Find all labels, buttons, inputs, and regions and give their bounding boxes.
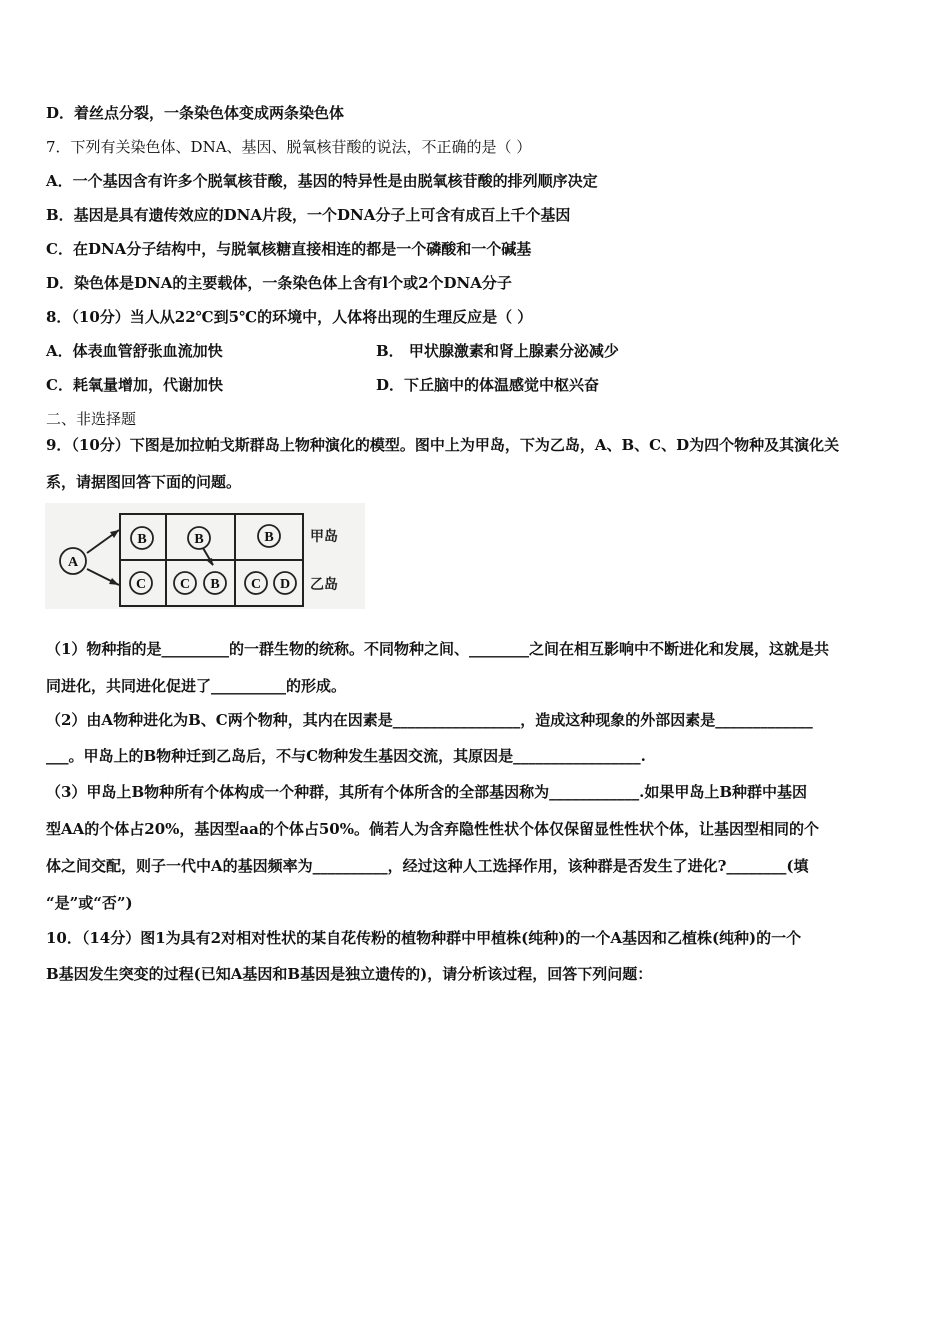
bottom-species-2-label: C (179, 577, 191, 592)
q9-part2-line2: ___。甲岛上的B物种迁到乙岛后，不与C物种发生基因交流，其原因是_________________. (46, 747, 646, 765)
q10-stem-line1: 10．（14分）图1为具有2对相对性状的某自花传粉的植物种群中甲植株(纯种)的一个A基因和乙植株(纯种)的一个 (46, 929, 802, 947)
q7-stem: 7．下列有关染色体、DNA、基因、脱氧核苷酸的说法，不正确的是（ ） (46, 138, 532, 156)
q7-option-b: B．基因是具有遗传效应的DNA片段，一个DNA分子上可含有成百上千个基因 (46, 206, 571, 224)
q7-option-c: C．在DNA分子结构中，与脱氧核糖直接相连的都是一个磷酸和一个碱基 (46, 240, 532, 258)
q9-stem-line1: 9．（10分）下图是加拉帕戈斯群岛上物种演化的模型。图中上为甲岛，下为乙岛，A、B、C、D为四个物种及其演化关 (46, 436, 840, 454)
q9-part1-line1: （1）物种指的是_________的一群生物的统称。不同物种之间、________之间在相互影响中不断进化和发展，这就是共 (46, 640, 829, 658)
species-evolution-figure (45, 503, 365, 609)
q9-part1-line2: 同进化，共同进化促进了__________的形成。 (46, 677, 347, 695)
q6-option-d: D．着丝点分裂，一条染色体变成两条染色体 (46, 104, 345, 122)
top-species-3-label: B (264, 530, 274, 545)
q7-option-a: A．一个基因含有许多个脱氧核苷酸，基因的特异性是由脱氧核苷酸的排列顺序决定 (46, 172, 598, 190)
q9-part3-line4: “是”或“否”) (46, 894, 133, 912)
island-top-label: 甲岛 (310, 529, 338, 545)
bottom-species-5-label: D (279, 577, 291, 592)
q9-stem-line2: 系，请据图回答下面的问题。 (46, 473, 242, 491)
section-heading: 二、非选择题 (46, 410, 137, 428)
arrowhead-bottom (109, 578, 119, 585)
top-species-1-label: B (137, 532, 147, 547)
q9-part3-line3: 体之间交配，则子一代中A的基因频率为__________，经过这种人工选择作用，该种群是否发生了进化?________(填 (46, 857, 809, 875)
q8-option-c: C．耗氧量增加，代谢加快 (46, 376, 223, 394)
q8-option-b: B． 甲状腺激素和肾上腺素分泌减少 (376, 342, 619, 360)
species-evolution-diagram (45, 503, 365, 609)
bottom-species-1-label: C (135, 577, 147, 592)
q7-option-d: D．染色体是DNA的主要载体，一条染色体上含有l个或2个DNA分子 (46, 274, 512, 292)
q8-option-a: A．体表血管舒张血流加快 (46, 342, 223, 360)
q9-part3-line1: （3）甲岛上B物种所有个体构成一个种群，其所有个体所含的全部基因称为____________.如果甲岛上B种群中基因 (46, 783, 808, 801)
q9-part2-line1: （2）由A物种进化为B、C两个物种，其内在因素是_________________，造成这种现象的外部因素是_____________ (46, 711, 813, 729)
q10-stem-line2: B基因发生突变的过程(已知A基因和B基因是独立遗传的)，请分析该过程，回答下列问题： (46, 965, 653, 983)
arrowhead-top (110, 530, 119, 538)
q8-option-d: D．下丘脑中的体温感觉中枢兴奋 (376, 376, 600, 394)
species-a-label: A (67, 555, 79, 570)
q9-part3-line2: 型AA的个体占20%，基因型aa的个体占50%。倘若人为含弃隐性性状个体仅保留显性性状个体，让基因型相同的个 (46, 820, 819, 838)
bottom-species-3-label: B (210, 577, 220, 592)
bottom-species-4-label: C (250, 577, 262, 592)
q8-stem: 8．（10分）当人从22℃到5℃的环境中，人体将出现的生理反应是（ ） (46, 308, 533, 326)
island-bottom-label: 乙岛 (310, 577, 338, 593)
top-species-2-label: B (194, 532, 204, 547)
